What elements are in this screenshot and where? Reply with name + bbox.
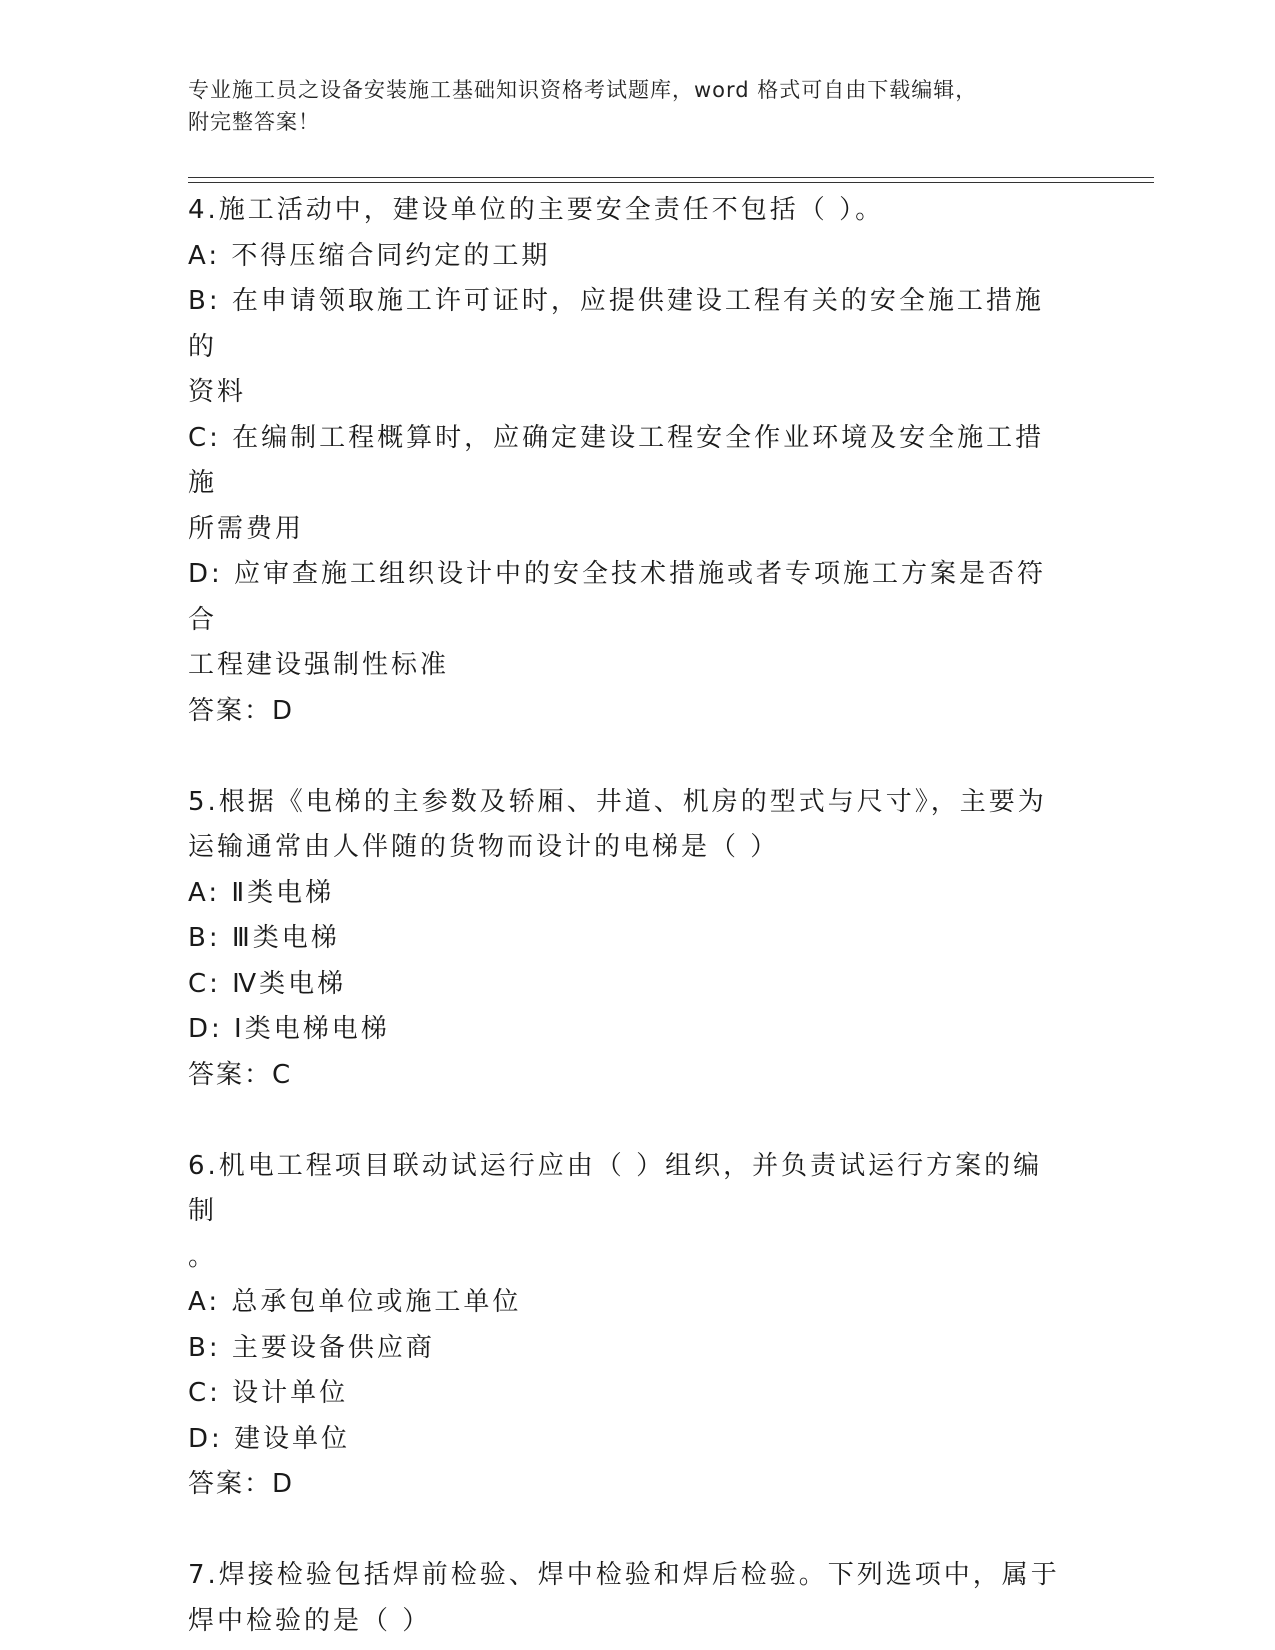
answer-label: 答案：D: [188, 695, 295, 726]
answer-label: 答案：D: [188, 1469, 295, 1499]
question-block: [188, 1553, 1068, 1644]
header-divider-top: [188, 177, 1154, 178]
option-line: C: 在编制工程概算时，应确定建设工程安全作业环境及安全施工措施: [188, 422, 1045, 498]
header-line-1: 专业施工员之设备安装施工基础知识资格考试题库，word 格式可自由下载编辑，: [188, 78, 978, 102]
question-stem-line: 运输通常由人伴随的货物而设计的电梯是（ ）: [188, 832, 780, 862]
option-line: C: 设计单位: [188, 1378, 349, 1408]
option-line: D: Ⅰ类电梯电梯: [188, 1014, 390, 1044]
question-spacer: [188, 734, 1068, 780]
option-line: 所需费用: [188, 513, 305, 544]
option-line: C: Ⅳ类电梯: [188, 968, 347, 999]
question-list: [188, 188, 1068, 1644]
answer-label: 答案：C: [188, 1059, 293, 1090]
header-divider-bottom: [188, 182, 1154, 183]
option-line: A: 不得压缩合同约定的工期: [188, 240, 551, 271]
question-stem-line: 。: [188, 1241, 218, 1272]
option-line: 资料: [188, 377, 247, 407]
question-stem-line: 4.施工活动中，建设单位的主要安全责任不包括（ ）。: [188, 195, 885, 225]
option-line: 工程建设强制性标准: [188, 650, 450, 680]
question-stem-line: 焊中检验的是（ ）: [188, 1605, 432, 1636]
option-line: A: 总承包单位或施工单位: [188, 1287, 522, 1317]
document-header: [188, 74, 1088, 138]
option-line: D: 应审查施工组织设计中的安全技术措施或者专项施工方案是否符合: [188, 559, 1047, 635]
option-line: B: 在申请领取施工许可证时，应提供建设工程有关的安全施工措施的: [188, 286, 1044, 362]
question-block: [188, 780, 1068, 1099]
option-line: B: Ⅲ类电梯: [188, 923, 340, 953]
header-line-2: 附完整答案！: [188, 110, 320, 134]
question-stem-line: 7.焊接检验包括焊前检验、焊中检验和焊后检验。下列选项中，属于: [188, 1560, 1060, 1590]
question-spacer: [188, 1098, 1068, 1144]
question-block: [188, 1144, 1068, 1508]
question-spacer: [188, 1508, 1068, 1554]
question-block: [188, 188, 1068, 734]
question-stem-line: 6.机电工程项目联动试运行应由（ ）组织，并负责试运行方案的编制: [188, 1150, 1043, 1226]
option-line: D: 建设单位: [188, 1423, 351, 1454]
question-stem-line: 5.根据《电梯的主参数及轿厢、井道、机房的型式与尺寸》，主要为: [188, 786, 1047, 817]
option-line: A: Ⅱ类电梯: [188, 877, 335, 908]
option-line: B: 主要设备供应商: [188, 1332, 435, 1363]
